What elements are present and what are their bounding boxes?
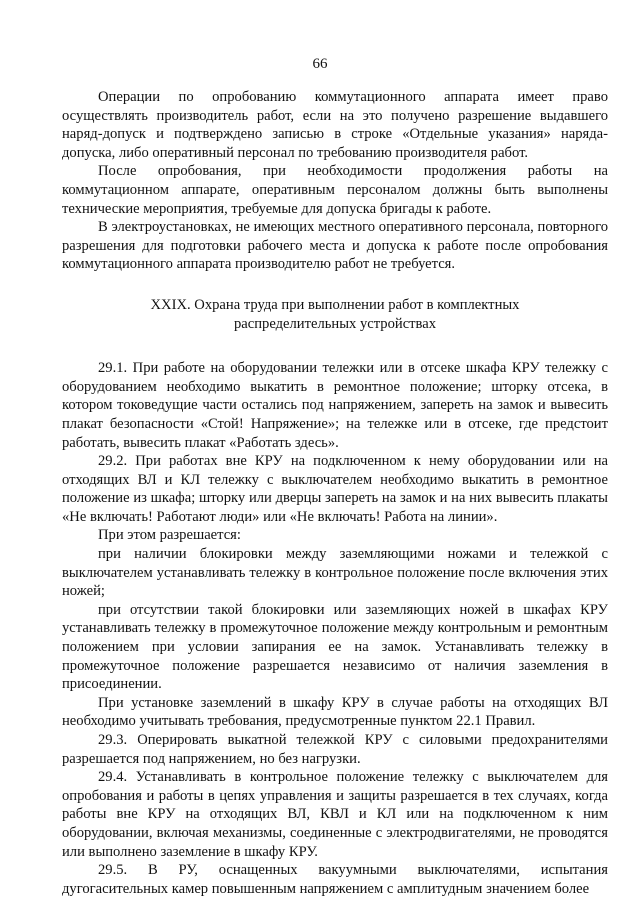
page-number: 66	[312, 56, 328, 72]
section-heading	[62, 296, 608, 333]
paragraph: После опробования, при необходимости продолжения работы на коммутационном аппарате, оперативным персоналом должны быть выполнены технические мероприятия, требуемые для допуска бригады к работе.	[62, 163, 608, 217]
paragraph: Операции по опробованию коммутационного аппарата имеет право осуществлять производитель работ, если на это получено разрешение выдавшего наряд-допуск и подтверждено записью в строке «Отдельные указания» наряда-допуска, либо оперативный персонал по требованию производителя работ.	[62, 89, 608, 161]
paragraph: 29.2. При работах вне КРУ на подключенном к нему оборудовании или на отходящих ВЛ и КЛ тележку с выключателем необходимо выкатить в ремонтное положение из шкафа; шторку или дверцы запереть на замок и на них вывесить плакаты «Не включать! Работают люди» или «Не включать! Работа на линии».	[62, 453, 608, 525]
paragraph: 29.4. Устанавливать в контрольное положение тележку с выключателем для опробования и работы в цепях управления и защиты разрешается в тех случаях, когда работы вне КРУ на отходящих ВЛ, КВЛ и КЛ или на подключенном к ним оборудовании, включая механизмы, соединенные с электродвигателями, не проводятся или выполнено заземление в шкафу КРУ.	[62, 769, 608, 860]
section-heading-line: распределительных устройствах	[233, 315, 437, 332]
paragraph: При этом разрешается:	[98, 527, 241, 544]
section-heading-line: XXIX. Охрана труда при выполнении работ в комплектных	[150, 296, 520, 313]
paragraph: 29.1. При работе на оборудовании тележки или в отсеке шкафа КРУ тележку с оборудованием необходимо выкатить в ремонтное положение; шторку отсека, в котором токоведущие части остались под напряжением, запереть на замок и вывесить плакат безопасности «Стой! Напряжение»; на тележке или в отсеке, где предстоит работать, вывесить плакат «Работать здесь».	[62, 360, 608, 451]
paragraph: При установке заземлений в шкафу КРУ в случае работы на отходящих ВЛ необходимо учитывать требования, предусмотренные пунктом 22.1 Правил.	[62, 694, 608, 730]
paragraph: 29.3. Оперировать выкатной тележкой КРУ с силовыми предохранителями разрешается под напряжением, но без нагрузки.	[62, 732, 608, 767]
paragraph: при отсутствии такой блокировки или заземляющих ножей в шкафах КРУ устанавливать тележку в промежуточное положение между контрольным и ремонтным положением при условии запирания ее на замок. Устанавливать тележку в промежуточное положение разрешается независимо от наличия заземления в присоединении.	[62, 601, 608, 693]
page-body	[62, 88, 608, 898]
paragraph: 29.5. В РУ, оснащенных вакуумными выключателями, испытания дугогасительных камер повышенным напряжением с амплитудным значением более	[62, 862, 608, 897]
paragraph: В электроустановках, не имеющих местного оперативного персонала, повторного разрешения для подготовки рабочего места и допуска к работе после опробования коммутационного аппарата производителю работ не требуется.	[62, 219, 608, 273]
paragraph: при наличии блокировки между заземляющими ножами и тележкой с выключателем устанавливать тележку в контрольное положение после включения этих ножей;	[62, 546, 608, 600]
